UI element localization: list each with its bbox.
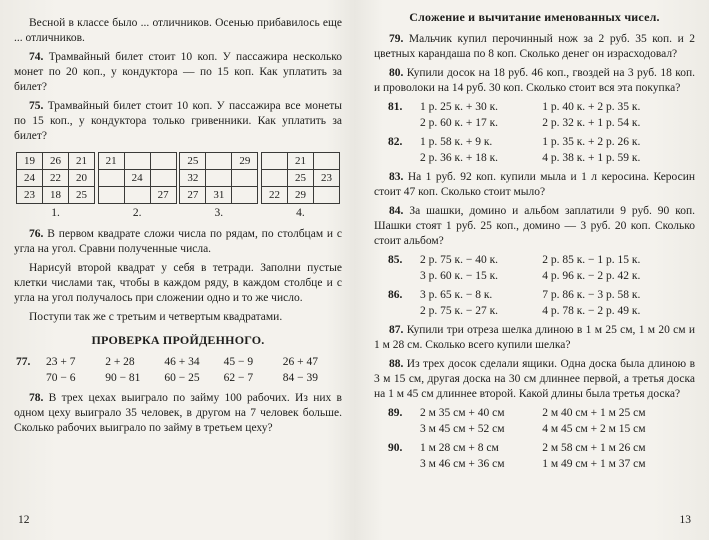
square-row — [17, 153, 95, 170]
magic-square-2 — [98, 152, 177, 219]
expression: 2 р. 36 к. + 18 к. — [420, 151, 499, 164]
square-row — [180, 170, 258, 187]
page-right — [354, 0, 709, 540]
square-row — [261, 170, 339, 187]
magic-square-4-label: 4. — [296, 207, 305, 219]
problem-84 — [374, 204, 695, 249]
expression: 62 − 7 — [223, 372, 254, 384]
problem-80-text: Купили досок на 18 руб. 46 коп., гвоздей на 3 руб. 18 коп. и проволоки на 14 руб. 30 коп. Сколько стоит вся эта покупка? — [374, 67, 696, 94]
square-cell — [261, 153, 287, 170]
problem-87 — [374, 323, 695, 353]
problem-90 — [374, 441, 695, 472]
problem-76-instruction-2: Поступи так же с третьим и четвертым квадратами. — [29, 311, 283, 323]
expression: 70 − 6 — [46, 372, 76, 384]
expression: 3 м 45 см + 52 см — [420, 422, 505, 435]
page-number-left: 12 — [18, 514, 30, 526]
square-cell: 24 — [124, 170, 150, 187]
magic-square-3-table — [179, 152, 258, 204]
square-cell: 23 — [313, 170, 339, 187]
expression: 90 − 81 — [105, 372, 141, 384]
problem-78-text: В трех цехах выиграло по займу 100 рабочих. Из них в одном цеху выиграло 35 человек, в другом на 7 человек больше. Сколько рабочих выиграло по займу в третьем цеху? — [14, 392, 342, 434]
magic-square-1-table — [16, 152, 95, 204]
square-row — [98, 187, 176, 204]
square-cell: 21 — [98, 153, 124, 170]
expression: 1 р. 40 к. + 2 р. 35 к. — [542, 101, 641, 113]
problem-79 — [374, 32, 695, 62]
expression: 1 р. 35 к. + 2 р. 26 к. — [542, 136, 641, 148]
expression: 4 р. 78 к. − 2 р. 49 к. — [542, 304, 641, 317]
square-cell: 25 — [69, 187, 95, 204]
spacer — [388, 304, 420, 320]
expression: 2 м 58 см + 1 м 26 см — [542, 442, 646, 454]
expression: 84 − 39 — [282, 372, 319, 384]
expression: 2 м 35 см + 40 см — [420, 407, 505, 419]
expression: 2 м 40 см + 1 м 25 см — [542, 407, 646, 419]
problem-77-number: 77. — [16, 356, 31, 368]
expression: 1 м 28 см + 8 см — [420, 442, 499, 454]
square-cell — [206, 153, 232, 170]
expression: 1 р. 58 к. + 9 к. — [420, 136, 493, 148]
expression: 4 р. 38 к. + 1 р. 59 к. — [542, 151, 641, 164]
problem-88 — [374, 357, 695, 402]
square-cell: 27 — [180, 187, 206, 204]
problem-83-text: На 1 руб. 92 коп. купили мыла и 1 л керосина. Керосин стоит 47 коп. Сколько стоит мыло? — [374, 171, 696, 198]
problem-85-number: 85. — [388, 254, 403, 266]
spacer — [388, 269, 420, 285]
square-cell: 29 — [287, 187, 313, 204]
problem-76-number: 76. — [29, 228, 44, 240]
square-cell — [150, 153, 176, 170]
page-number-right: 13 — [679, 514, 691, 526]
square-cell: 31 — [206, 187, 232, 204]
problem-90-number: 90. — [388, 442, 403, 454]
problem-87-text: Купили три отреза шелка длиною в 1 м 25 см, 1 м 20 см и 1 м 28 см. Сколько всего купили шелка? — [374, 324, 695, 351]
square-cell — [313, 153, 339, 170]
magic-squares — [16, 152, 340, 219]
square-cell: 23 — [17, 187, 43, 204]
problem-82-number: 82. — [388, 136, 403, 148]
square-cell: 27 — [150, 187, 176, 204]
problem-74-text: Трамвайный билет стоит 10 коп. У пассажира несколько монет по 20 коп., у кондуктора — по 15 коп. Как уплатить за билет? — [14, 51, 342, 93]
expression: 2 р. 75 к. − 40 к. — [420, 254, 499, 266]
expression: 2 р. 32 к. + 1 р. 54 к. — [542, 116, 641, 129]
problem-80 — [374, 66, 695, 96]
square-cell: 32 — [180, 170, 206, 187]
problem-86 — [374, 288, 695, 319]
spacer — [388, 151, 420, 167]
magic-square-3 — [179, 152, 258, 219]
problem-78-number: 78. — [29, 392, 44, 404]
square-cell: 24 — [17, 170, 43, 187]
square-cell: 21 — [287, 153, 313, 170]
problem-74 — [14, 50, 342, 95]
spacer — [388, 422, 420, 438]
problem-82 — [374, 135, 695, 166]
magic-square-2-table — [98, 152, 177, 204]
problem-76 — [14, 227, 342, 257]
square-row — [261, 187, 339, 204]
problem-75-number: 75. — [29, 100, 44, 112]
expression: 4 р. 96 к. − 2 р. 42 к. — [542, 269, 641, 282]
problem-87-number: 87. — [389, 324, 404, 336]
square-cell — [150, 170, 176, 187]
square-cell: 22 — [261, 187, 287, 204]
problem-74-number: 74. — [29, 51, 44, 63]
spacer — [16, 370, 46, 386]
expression: 45 − 9 — [223, 356, 254, 368]
problem-89-number: 89. — [388, 407, 403, 419]
section-heading-review: ПРОВЕРКА ПРОЙДЕННОГО. — [91, 333, 265, 347]
problem-79-number: 79. — [389, 33, 404, 45]
expression: 60 − 25 — [164, 372, 200, 384]
expression: 2 р. 85 к. − 1 р. 15 к. — [542, 254, 641, 266]
square-row — [261, 153, 339, 170]
square-row — [98, 170, 176, 187]
problem-85 — [374, 253, 695, 284]
square-cell: 21 — [69, 153, 95, 170]
magic-square-2-label: 2. — [132, 207, 142, 219]
problem-84-text: За шашки, домино и альбом заплатили 9 руб. 90 коп. Шашки стоят 1 руб. 25 коп., домино — 3 руб. 20 коп. Сколько стоит альбом? — [374, 205, 695, 247]
problem-77 — [14, 354, 342, 386]
square-cell: 25 — [287, 170, 313, 187]
square-cell — [206, 170, 232, 187]
magic-square-1-label: 1. — [51, 207, 60, 219]
problem-78 — [14, 391, 342, 436]
expression: 3 м 46 см + 36 см — [420, 457, 505, 470]
problem-84-number: 84. — [389, 205, 404, 217]
square-cell: 18 — [43, 187, 69, 204]
problem-86-number: 86. — [388, 289, 403, 301]
problem-88-text: Из трех досок сделали ящики. Одна доска была длиною в 3 м 15 см, другая доска на 30 см длиннее первой, а третья доска на 1 м 45 см длиннее второй. Какой длины была третья доска? — [374, 358, 695, 400]
problem-88-number: 88. — [389, 358, 404, 370]
expression: 2 р. 75 к. − 27 к. — [420, 304, 499, 317]
square-cell — [124, 153, 150, 170]
square-cell: 20 — [69, 170, 95, 187]
problem-83 — [374, 170, 695, 200]
expression: 46 + 34 — [164, 356, 200, 368]
expression: 2 + 28 — [105, 356, 135, 368]
expression: 3 р. 65 к. − 8 к. — [420, 289, 493, 301]
magic-square-1 — [16, 152, 95, 219]
square-cell — [98, 170, 124, 187]
square-row — [17, 170, 95, 187]
square-cell — [232, 170, 258, 187]
square-cell — [232, 187, 258, 204]
magic-square-4 — [261, 152, 340, 219]
expression: 2 р. 60 к. + 17 к. — [420, 116, 499, 129]
problem-75 — [14, 99, 342, 144]
problem-81-number: 81. — [388, 101, 403, 113]
section-heading-named-numbers: Сложение и вычитание именованных чисел. — [409, 10, 660, 24]
problem-80-number: 80. — [389, 67, 404, 79]
square-cell — [313, 187, 339, 204]
expression: 3 р. 60 к. − 15 к. — [420, 269, 499, 282]
expression: 7 р. 86 к. − 3 р. 58 к. — [542, 289, 641, 301]
square-row — [180, 187, 258, 204]
spacer — [388, 457, 420, 473]
magic-square-3-label: 3. — [214, 207, 224, 219]
expression: 23 + 7 — [46, 356, 76, 368]
magic-square-4-table — [261, 152, 340, 204]
expression: 4 м 45 см + 2 м 15 см — [542, 422, 646, 435]
intro-paragraph: Весной в классе было ... отличников. Осенью прибавилось еще ... отличников. — [14, 17, 342, 44]
problem-79-text: Мальчик купил перочинный нож за 2 руб. 35 коп. и 2 цветных карандаша по 8 коп. Сколько денег он израсходовал? — [374, 33, 695, 60]
square-cell: 19 — [17, 153, 43, 170]
square-cell — [124, 187, 150, 204]
problem-89 — [374, 406, 695, 437]
expression: 26 + 47 — [282, 356, 319, 368]
square-row — [17, 187, 95, 204]
square-cell: 25 — [180, 153, 206, 170]
problem-81 — [374, 100, 695, 131]
problem-76-text: В первом квадрате сложи числа по рядам, по столбцам и с угла на угол. Сравни полученные числа. — [14, 228, 342, 255]
spacer — [388, 116, 420, 132]
square-row — [180, 153, 258, 170]
square-cell: 26 — [43, 153, 69, 170]
square-cell: 22 — [43, 170, 69, 187]
expression: 1 м 49 см + 1 м 37 см — [542, 457, 646, 470]
problem-83-number: 83. — [389, 171, 404, 183]
square-cell — [98, 187, 124, 204]
problem-76-instruction-1: Нарисуй второй квадрат у себя в тетради. Заполни пустые клетки числами так, чтобы в каждом ряду, в каждом столбце и с угла на угол получалось при сложении одно и то же число. — [14, 262, 342, 304]
page-left — [0, 0, 354, 540]
expression: 1 р. 25 к. + 30 к. — [420, 101, 499, 113]
square-cell — [261, 170, 287, 187]
problem-75-text: Трамвайный билет стоит 10 коп. У пассажира все монеты по 15 коп., у кондуктора только гривенники. Как уплатить за билет? — [14, 100, 343, 142]
square-row — [98, 153, 176, 170]
square-cell: 29 — [232, 153, 258, 170]
